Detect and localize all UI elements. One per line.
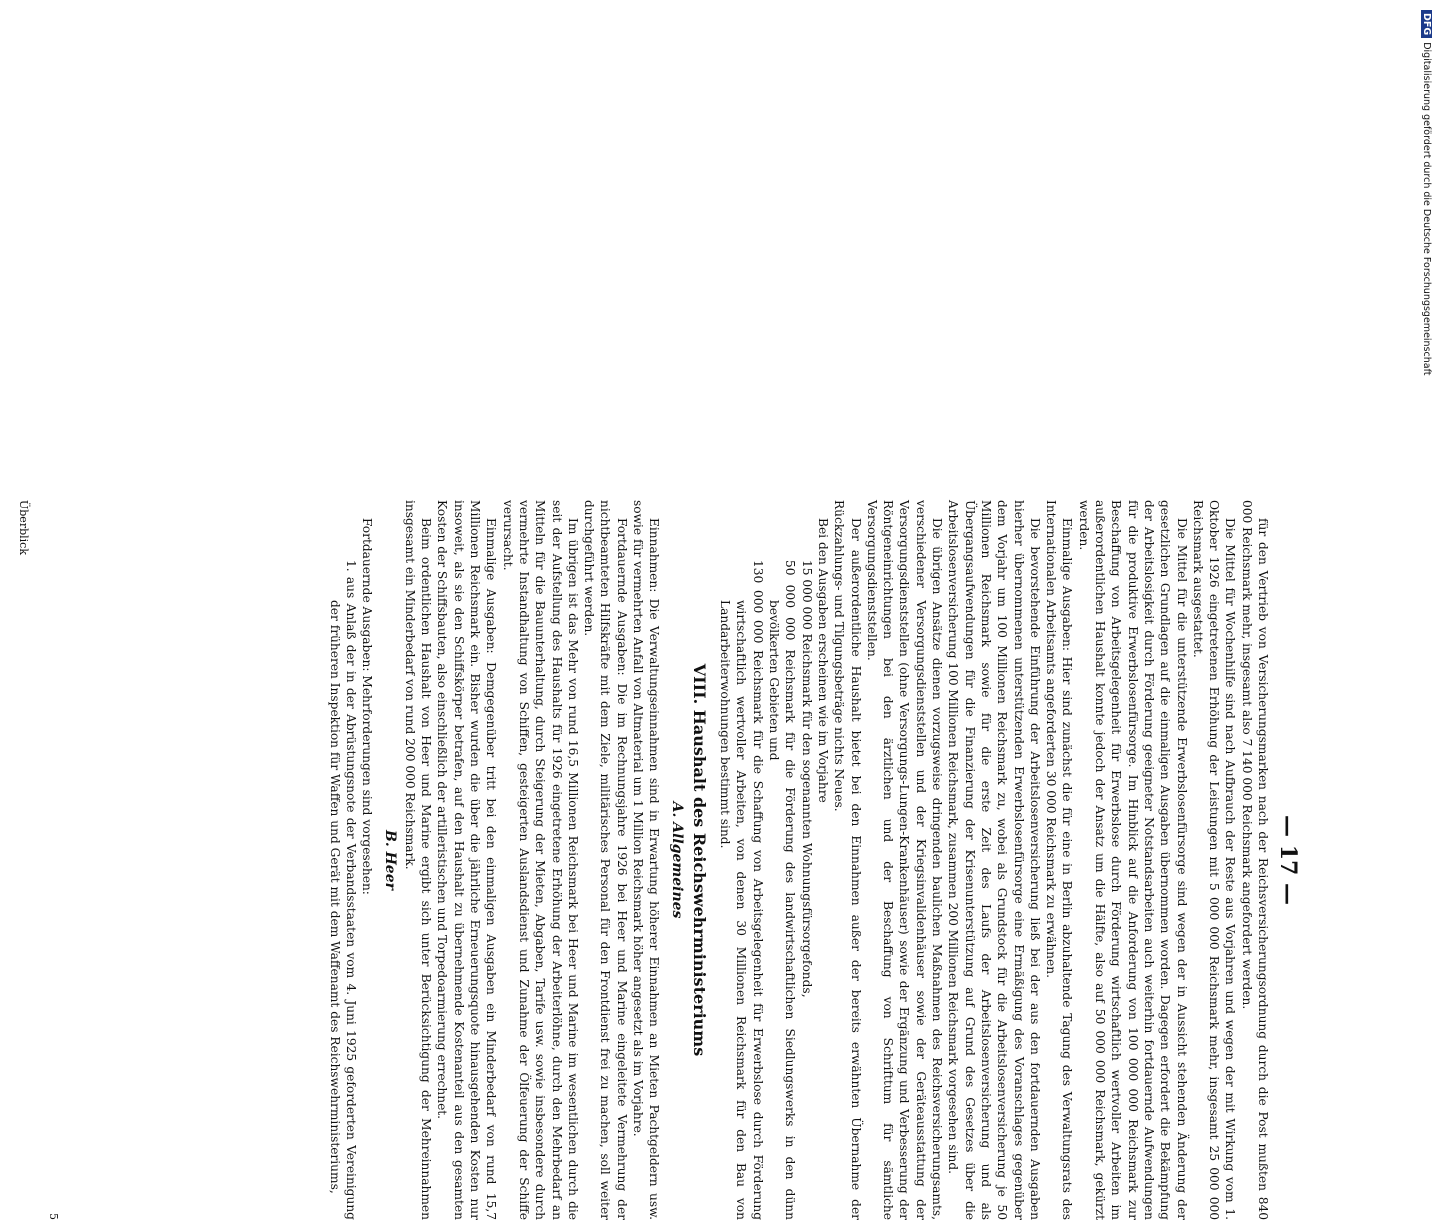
expenditure-list — [717, 500, 815, 1220]
rotated-page-content — [17, 500, 1371, 1220]
credit-text: Digitalisierung gefördert durch die Deutsche Forschungsgemeinschaft — [1421, 42, 1432, 376]
paragraph: Fortdauernde Ausgaben: Mehrforderungen sind vorgesehen: — [360, 518, 375, 895]
paragraph: Beim ordentlichen Haushalt von Heer und Marine ergibt sich unter Berücksichtigung der Mehreinnahmen insgesamt ein Minderbedarf von rund 200 000 Reichsmark. — [402, 500, 434, 1220]
sheet-signature: 5 — [47, 1213, 60, 1220]
paragraph: Einnahmen: Die Verwaltungseinnahmen sind in Erwartung höherer Einnahmen an Mieten Pachtgeldern usw. sowie für vermehrten Anfall von Altmaterial um 1 Million Reichsmark höher angesetzt als im Vorjahre. — [631, 500, 662, 1220]
paragraph: Der außerordentliche Haushalt bietet bei den Einnahmen außer der bereits erwähnten Übernahme der Rückzahlungs- und Tilgungsbeträge nichts Neues. — [832, 500, 863, 1220]
digitization-credit — [1418, 10, 1432, 990]
paragraph: Die bevorstehende Einführung der Arbeitslosenversicherung ließ bei der aus den fortdauernden Ausgaben hierher übernommenen unterstützenden Erwerbslosenfürsorge eine Ermäßigung des Voranschlages gegenüber dem Vorjahr um 100 Millionen Reichsmark zu, wobei als Grundstock für die Arbeitslosenversicherung je 50 Millionen Reichsmark sowie für die erste Zeit des Laufs der Arbeitslosenversicherung und als Übergangsaufwendungen für die Finanzierung der Krisenunterstützung auf Grund des Gesetzes über die Arbeitslosenversicherung 100 Millionen Reichsmark, zusammen 200 Millionen Reichsmark vorgesehen sind. — [946, 500, 1042, 1220]
section-heading: VIII. Haushalt des Reichswehrministeriums — [689, 663, 709, 1057]
list-item: 50 000 000 Reichsmark für die Förderung des landwirtschaftlichen Siedlungswerks in den dünn bevölkerten Gebieten und — [767, 560, 798, 1220]
paragraph: für den Vertrieb von Versicherungsmarken nach der Reichsversicherungsordnung durch die Post mußten 840 000 Reichsmark mehr, insgesamt also 7 140 000 Reichsmark angefordert werden. — [1239, 500, 1270, 1220]
paragraph: Fortdauernde Ausgaben: Die im Rechnungsjahre 1926 bei Heer und Marine eingeleitete Vermehrung der nichtbeamteten Hilfskräfte mit dem Ziele, militärisches Personal für den Frontdienst frei zu machen, soll weiter durchgeführt werden. — [582, 500, 629, 1220]
subsection-heading-a: A. Allgemeines — [668, 801, 685, 919]
requirements-list — [326, 500, 359, 1220]
footer-catchword: Überblick — [17, 500, 30, 555]
paragraph: Die Mittel für Wochenhilfe sind nach Aufbrauch der Reste aus Vorjahren und wegen der mit Wirkung vom 1. Oktober 1926 eingetretenen Erhöhung der Leistungen mit 5 000 000 Reichsmark mehr, insgesamt 25 000 000 Reichsmark ausgestattet. — [1190, 500, 1238, 1220]
dfg-logo: DFG — [1421, 10, 1432, 38]
paragraph: Bei den Ausgaben erscheinen wie im Vorjahre — [815, 518, 830, 803]
paragraph: Die Mittel für die unterstützende Erwerbslosenfürsorge sind wegen der in Aussicht stehenden Änderung der gesetzlichen Grundlagen auf die einmaligen Ausgaben übernommen worden. Dagegen erfordert die Bekämpfung der Arbeitslosigkeit durch Förderung geeigneter Notstandsarbeiten auch weiterhin fortdauernde Aufwendungen für die produktive Erwerbslosenfürsorge. Im Hinblick auf die Anforderung von 100 000 000 Reichsmark zur Beschaffung von Arbeitsgelegenheit für Erwerbslose durch Förderung wirtschaftlich wertvoller Arbeiten im außerordentlichen Haushalt konnte jedoch der Ansatz um die Hälfte, also auf 50 000 000 Reichsmark, gekürzt werden. — [1076, 500, 1189, 1220]
paragraph: Die übrigen Ansätze dienen vorzugsweise dringenden baulichen Maßnahmen des Reichsversicherungsamts, verschiedener Versorgungsdienststellen und der Kriegsinvalidenhäuser sowie der Geräteausstattung der Versorgungsdienststellen (ohne Versorgungs-Lungen-Krankenhäuser) sowie der Ergänzung und Verbesserung der Röntgeneinrichtungen bei den ärztlichen und der Beschaffung von Schrifttum für sämtliche Versorgungsdienststellen. — [864, 500, 945, 1220]
list-item: 1. aus Anlaß der in der Abrüstungsnote der Verbandsstaaten vom 4. Juni 1925 geforderten Vereinigung der früheren Inspektion für Waffen und Gerät mit dem Waffenamt des Reichswehrministeriums, — [327, 560, 358, 1220]
paragraph: Einmalige Ausgaben: Demgegenüber tritt bei den einmaligen Ausgaben ein Minderbedarf von rund 15,7 Millionen Reichsmark ein. Bisher wurden die über die jährliche Erneuerungsquote hinausgehenden Kosten nur insoweit, als sie den Schiffskörper betrafen, auf den Haushalt zu übernehmende Kostenanteil aus den gesamten Kosten der Schiffsbauten, also einschließlich der artilleristischen und Torpedoarmierung errechnet. — [435, 500, 499, 1220]
paragraph: Einmalige Ausgaben: Hier sind zunächst die für eine in Berlin abzuhaltende Tagung des Verwaltungsrats des Internationalen Arbeitsamts angeforderten 30 000 Reichsmark zu erwähnen. — [1044, 500, 1075, 1220]
list-item: 15 000 000 Reichsmark für den sogenannten Wohnungsfürsorgefonds, — [799, 560, 814, 998]
paragraph: Im übrigen ist das Mehr von rund 16,5 Millionen Reichsmark bei Heer und Marine im wesentlichen durch die seit der Aufstellung des Haushalts für 1926 eingetretene Erhöhung der Arbeiterlöhne, durch den Mehrbedarf an Mitteln für die Bauunterhaltung, durch Steigerung der Mieten, Abgaben, Tarife usw. sowie insbesondere durch vermehrte Instandhaltung von Schiffen, gesteigerten Auslandsdienst und Zunahme der Ölfeuerung der Schiffe verursacht. — [500, 500, 580, 1220]
list-item: 130 000 000 Reichsmark für die Schaffung von Arbeitsgelegenheit für Erwerbslose durch Förderung wirtschaftlich wertvoller Arbeiten, von denen 30 Millionen Reichsmark für den Bau von Landarbeiterwohnungen bestimmt sind. — [718, 560, 765, 1220]
document-body — [326, 500, 1271, 1220]
page-number: — 17 — — [1275, 815, 1301, 905]
subsection-heading-b: B. Heer — [381, 830, 398, 890]
